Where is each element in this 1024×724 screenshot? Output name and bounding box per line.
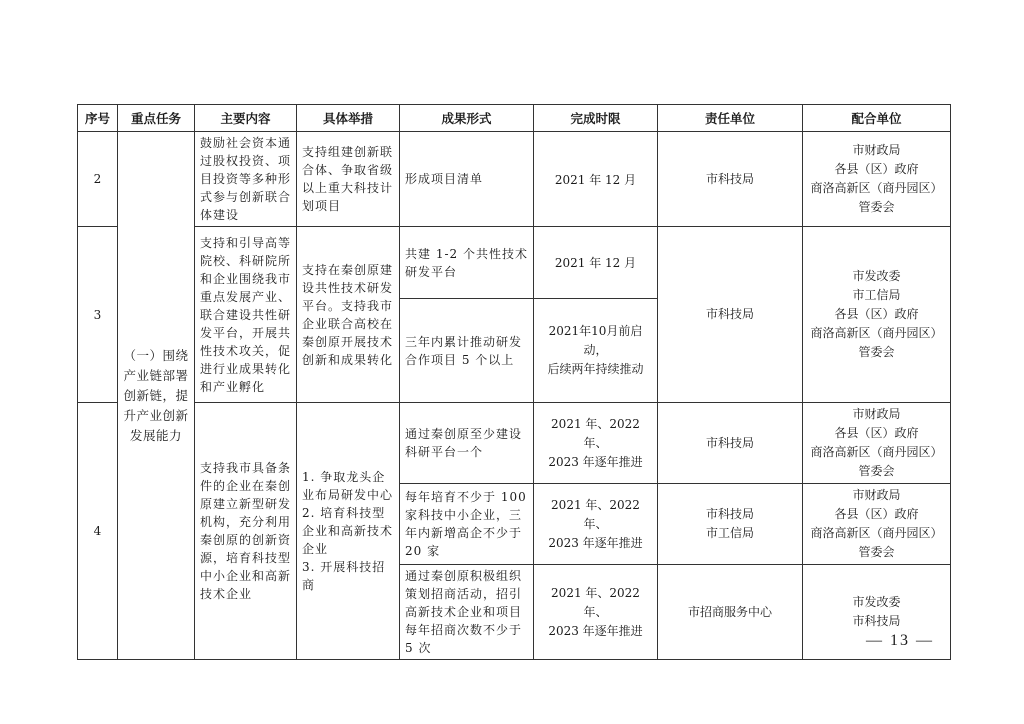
main-content-cell: 支持我市具备条件的企业在秦创原建立新型研发机构，充分利用秦创原的创新资源，培育科技型中小企业和高新技术企业: [195, 403, 297, 660]
output-cell: 三年内累计推动研发合作项目 5 个以上: [400, 299, 534, 403]
deadline-cell: 2021 年、2022 年、 2023 年逐年推进: [534, 565, 658, 660]
header-index: 序号: [78, 105, 118, 132]
responsible-cell: 市科技局 市工信局: [658, 484, 803, 565]
deadline-cell: 2021 年、2022 年、 2023 年逐年推进: [534, 484, 658, 565]
cooperating-cell: 市财政局 各县（区）政府 商洛高新区（商丹园区） 管委会: [803, 132, 951, 227]
header-deadline: 完成时限: [534, 105, 658, 132]
deadline-cell: 2021 年 12 月: [534, 227, 658, 299]
row-index: 3: [78, 227, 118, 403]
header-measures: 具体举措: [297, 105, 400, 132]
row-index: 4: [78, 403, 118, 660]
key-task-cell: （一）围绕 产业链部署 创新链，提 升产业创新 发展能力: [118, 132, 195, 660]
deadline-cell: 2021年10月前启动， 后续两年持续推动: [534, 299, 658, 403]
output-cell: 形成项目清单: [400, 132, 534, 227]
responsible-cell: 市科技局: [658, 132, 803, 227]
plan-table: [77, 104, 951, 660]
measures-cell: 1. 争取龙头企业布局研发中心 2. 培育科技型企业和高新技术企业 3. 开展科技招商: [297, 403, 400, 660]
cooperating-cell: 市财政局 各县（区）政府 商洛高新区（商丹园区） 管委会: [803, 484, 951, 565]
responsible-cell: 市招商服务中心: [658, 565, 803, 660]
header-key-task: 重点任务: [118, 105, 195, 132]
responsible-cell: 市科技局: [658, 227, 803, 403]
main-content-cell: 鼓励社会资本通过股权投资、项目投资等多种形式参与创新联合体建设: [195, 132, 297, 227]
cooperating-cell: 市发改委 市科技局: [803, 565, 951, 660]
output-cell: 通过秦创原至少建设科研平台一个: [400, 403, 534, 484]
output-cell: 共建 1-2 个共性技术研发平台: [400, 227, 534, 299]
table-row: [78, 132, 951, 227]
table-row: [78, 227, 951, 299]
page-number: — 13 —: [866, 632, 934, 649]
output-cell: 通过秦创原积极组织策划招商活动，招引高新技术企业和项目每年招商次数不少于 5 次: [400, 565, 534, 660]
main-content-cell: 支持和引导高等院校、科研院所和企业围绕我市重点发展产业、联合建设共性研发平台，开展共性技术攻关，促进行业成果转化和产业孵化: [195, 227, 297, 403]
deadline-cell: 2021 年、2022 年、 2023 年逐年推进: [534, 403, 658, 484]
header-responsible-unit: 责任单位: [658, 105, 803, 132]
cooperating-cell: 市发改委 市工信局 各县（区）政府 商洛高新区（商丹园区） 管委会: [803, 227, 951, 403]
cooperating-cell: 市财政局 各县（区）政府 商洛高新区（商丹园区） 管委会: [803, 403, 951, 484]
output-cell: 每年培育不少于 100 家科技中小企业，三年内新增高企不少于 20 家: [400, 484, 534, 565]
measures-cell: 支持在秦创原建设共性技术研发平台。支持我市企业联合高校在秦创原开展技术创新和成果转化: [297, 227, 400, 403]
deadline-cell: 2021 年 12 月: [534, 132, 658, 227]
header-cooperating-unit: 配合单位: [803, 105, 951, 132]
header-main-content: 主要内容: [195, 105, 297, 132]
header-row: [78, 105, 951, 132]
header-output-form: 成果形式: [400, 105, 534, 132]
table-row: [78, 403, 951, 484]
row-index: 2: [78, 132, 118, 227]
responsible-cell: 市科技局: [658, 403, 803, 484]
measures-cell: 支持组建创新联合体、争取省级以上重大科技计划项目: [297, 132, 400, 227]
